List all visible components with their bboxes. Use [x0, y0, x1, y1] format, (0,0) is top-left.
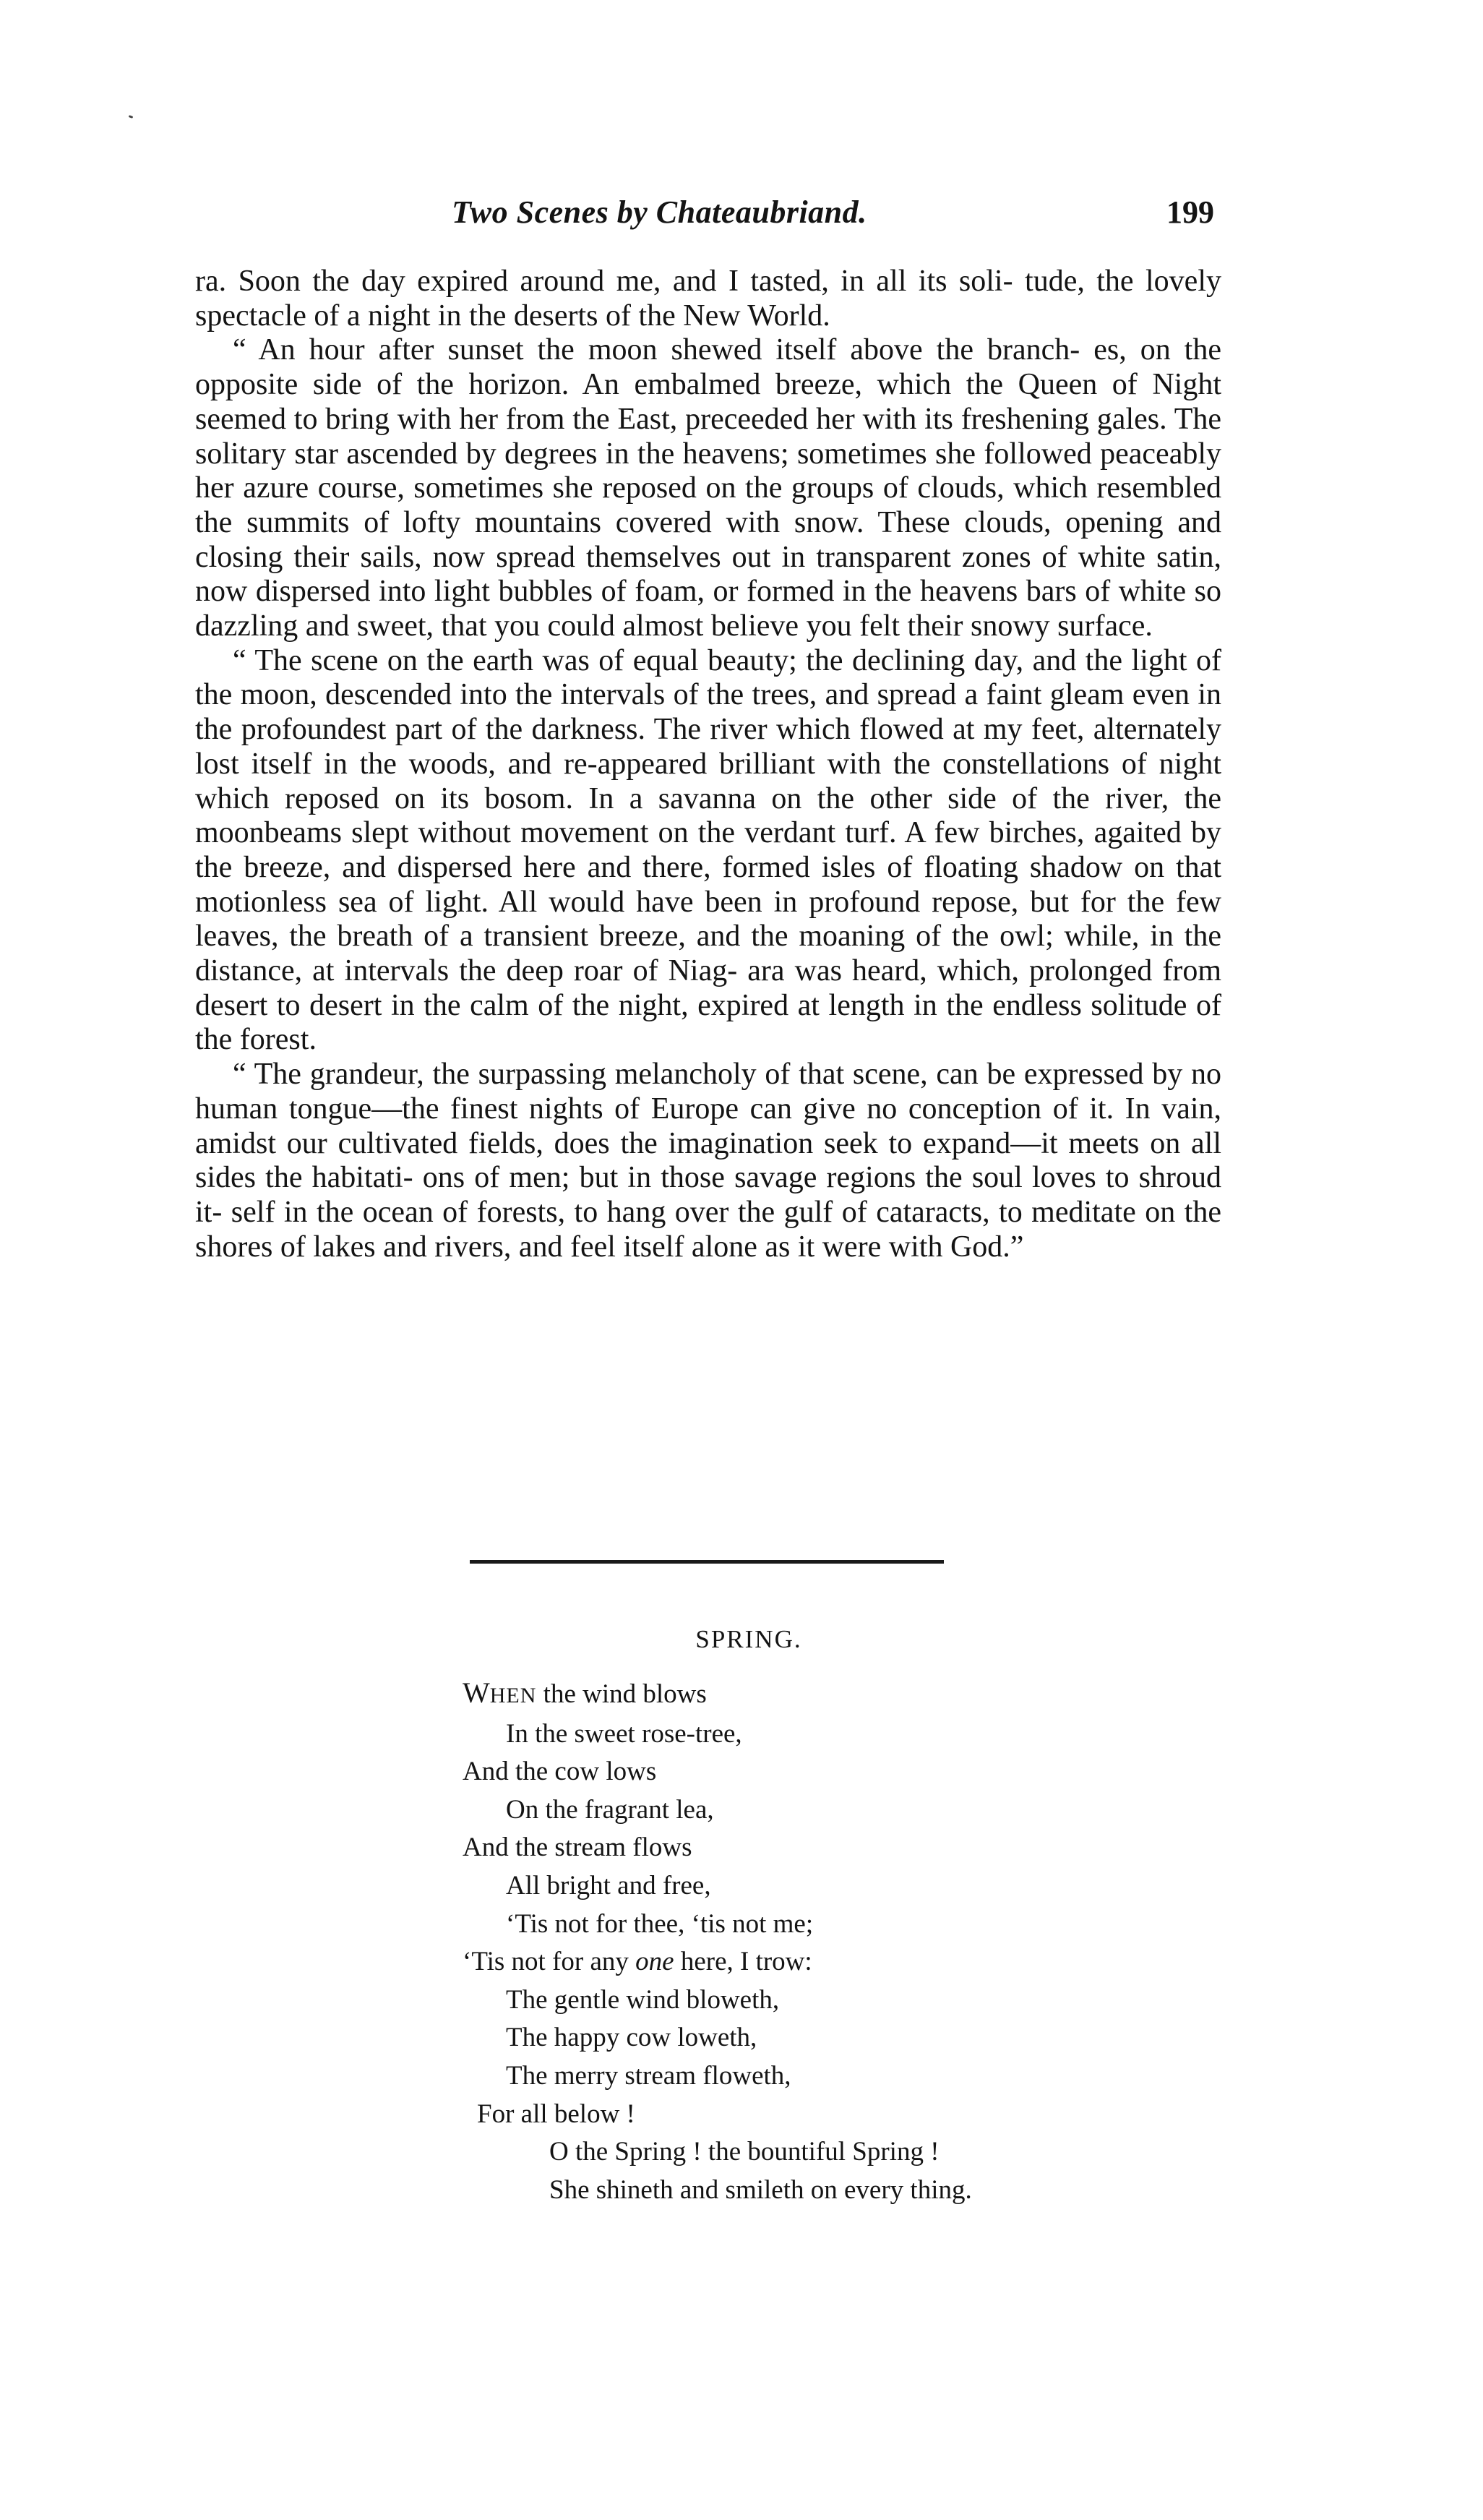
- paragraph-grandeur: “ The grandeur, the surpassing melancholy of that scene, can be expressed by no human tongue—the finest nights of Europe can give no conception of it. In vain, amidst our cultivated fields, does the imagination seek to expand—it meets on all sides the habitati- ons of men; but in those savage regions the soul loves to shroud it- self in the ocean of forests, to hang over the gulf of cataracts, to meditate on the shores of lakes and rivers, and feel itself alone as it were with God.”: [195, 1058, 1221, 1264]
- drop-initial: W: [463, 1676, 490, 1709]
- paragraph-earth-scene: “ The scene on the earth was of equal beauty; the declining day, and the light of the moon, descended into the intervals of the trees, and spread a faint gleam even in the profoundest part of the darkness. The river which flowed at my feet, alternately lost itself in the woods, and re-appeared brilliant with the constellations of night which reposed on its bosom. In a savanna on the other side of the river, the moonbeams slept without movement on the verdant turf. A few birches, agaited by the breeze, and dispersed here and there, formed isles of floating shadow on that motionless sea of light. All would have been in profound repose, but for the few leaves, the breath of a transient breeze, and the moaning of the owl; while, in the distance, at intervals the deep roar of Niag- ara was heard, which, prolonged from desert to desert in the calm of the night, expired at length in the endless solitude of the forest.: [195, 643, 1221, 1057]
- poem-line-8-b: here, I trow:: [674, 1947, 812, 1977]
- poem-line-10: The happy cow loweth,: [506, 2023, 757, 2053]
- poem-line-11: The merry stream floweth,: [506, 2060, 791, 2091]
- poem-line-9: The gentle wind bloweth,: [506, 1984, 780, 2015]
- paragraph-continuation: ra. Soon the day expired around me, and I tasted, in all its soli- tude, the lovely spectacle of a night in the deserts of the New World.: [195, 265, 1221, 333]
- paragraph-moonrise: “ An hour after sunset the moon shewed itself above the branch- es, on the opposite side of the horizon. An embalmed breeze, which the Queen of Night seemed to bring with her from the East, preceeded her with its freshening gales. The solitary star ascended by degrees in the heavens; sometimes she followed peaceably her azure course, sometimes she reposed on the groups of clouds, which resembled the summits of lofty mountains covered with snow. These clouds, opening and closing their sails, now spread themselves out in transparent zones of white satin, now dispersed into light bubbles of foam, or formed in the heavens bars of white so dazzling and sweet, that you could almost believe you felt their snowy surface.: [195, 333, 1221, 643]
- poem-line-8-italic: one: [635, 1947, 674, 1977]
- small-caps-rest: HEN: [489, 1684, 537, 1707]
- poem-title: SPRING.: [695, 1625, 802, 1653]
- poem-body: [463, 1674, 1221, 2209]
- page-number: 199: [1166, 194, 1214, 230]
- running-title: Two Scenes by Chateaubriand.: [452, 194, 867, 230]
- poem-line-3: And the cow lows: [463, 1757, 657, 1787]
- poem-line-1: [463, 1674, 1221, 1715]
- section-divider: [470, 1560, 944, 1564]
- poem-line-5: And the stream flows: [463, 1833, 692, 1863]
- page-header: [195, 194, 1221, 237]
- poem-line-7: ‘Tis not for thee, ‘tis not me;: [506, 1908, 814, 1939]
- poem-line-8: [463, 1943, 1221, 1981]
- poem-line-4: On the fragrant lea,: [506, 1794, 714, 1825]
- prose-body: [195, 265, 1221, 1264]
- ink-speck: [129, 115, 134, 119]
- poem-line-12: For all below !: [477, 2099, 635, 2129]
- poem-line-14: She shineth and smileth on every thing.: [549, 2174, 972, 2205]
- poem-line-8-a: ‘Tis not for any: [463, 1947, 636, 1977]
- poem-line-6: All bright and free,: [506, 1870, 711, 1900]
- poem-line-2: In the sweet rose-tree,: [506, 1718, 742, 1749]
- poem-line-1-rest: the wind blows: [536, 1679, 707, 1709]
- poem-line-13: O the Spring ! the bountiful Spring !: [549, 2137, 940, 2167]
